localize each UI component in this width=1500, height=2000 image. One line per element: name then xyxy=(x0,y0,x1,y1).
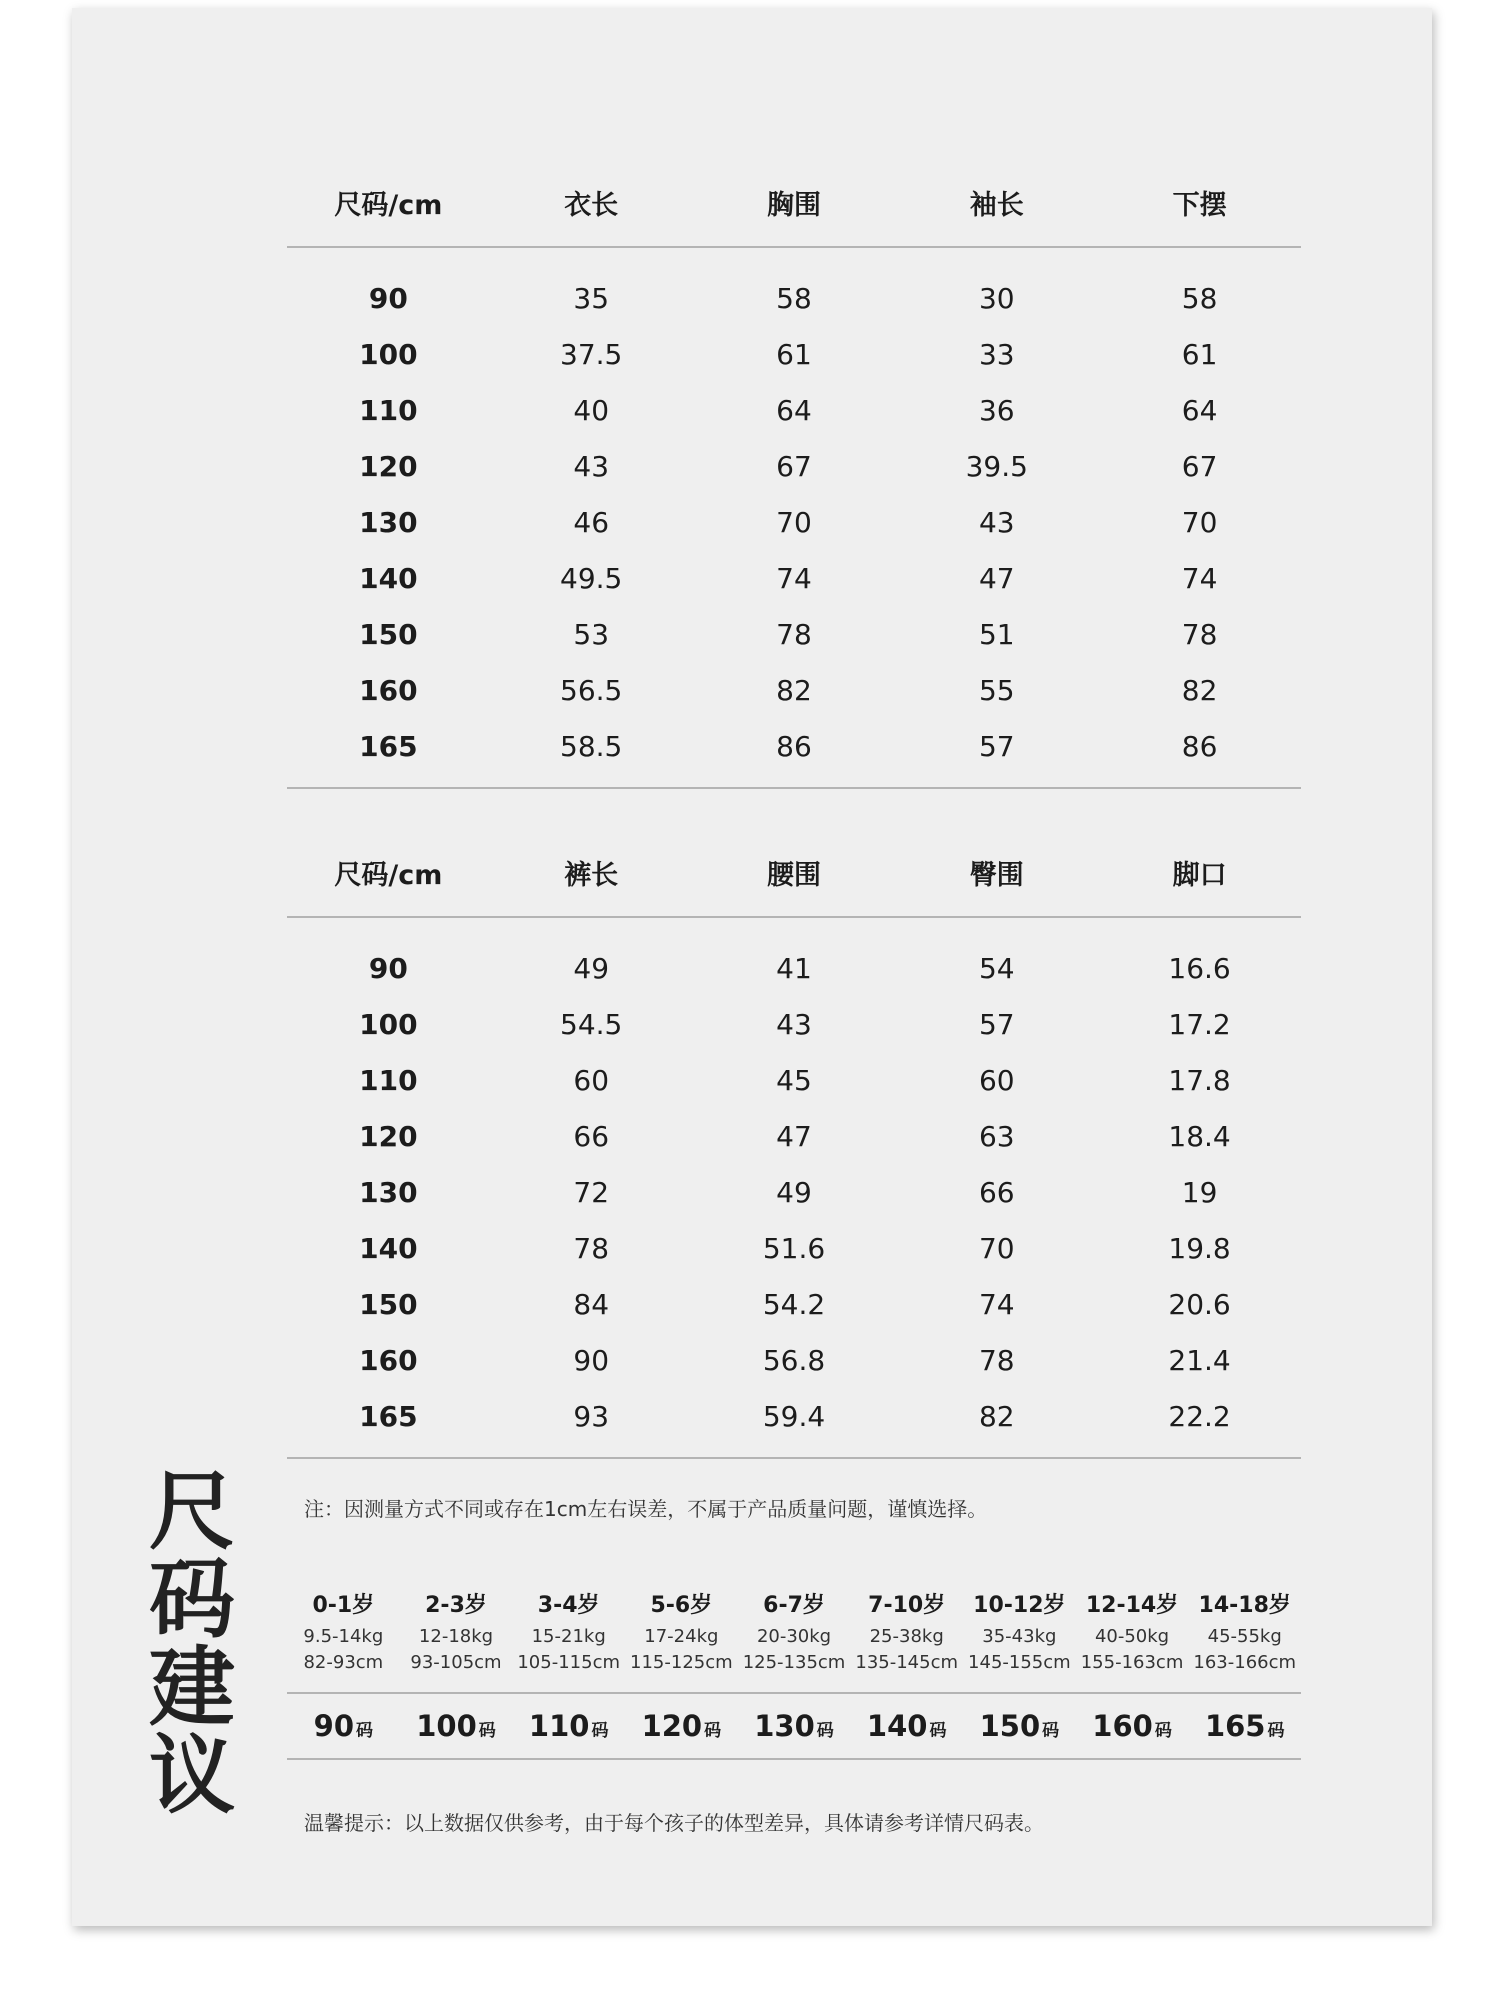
size-codes xyxy=(287,1694,1301,1758)
value-cell: 49.5 xyxy=(560,561,623,595)
header-sleeve: 袖长 xyxy=(969,189,1024,221)
value-cell: 47 xyxy=(776,1119,812,1153)
value-cell: 78 xyxy=(1181,617,1218,651)
value-cell: 66 xyxy=(978,1175,1015,1209)
size-unit: 码 xyxy=(478,1721,496,1741)
divider xyxy=(287,1457,1301,1459)
value-cell: 64 xyxy=(776,393,812,427)
table-row xyxy=(287,606,1301,662)
value-cell: 70 xyxy=(776,505,812,539)
value-cell: 54 xyxy=(978,951,1015,985)
value-cell: 67 xyxy=(776,449,812,483)
size-number: 90 xyxy=(313,1709,355,1743)
value-cell: 19 xyxy=(1181,1175,1218,1209)
age-label: 3-4岁 xyxy=(537,1593,600,1618)
value-cell: 93 xyxy=(573,1399,610,1433)
size-code xyxy=(400,1709,513,1743)
value-cell: 55 xyxy=(978,673,1015,707)
advice-columns xyxy=(287,1588,1301,1676)
value-cell: 43 xyxy=(573,449,610,483)
value-cell: 58.5 xyxy=(560,729,623,763)
table-row xyxy=(287,1220,1301,1276)
height-range: 125-135cm xyxy=(742,1652,846,1673)
height-range: 155-163cm xyxy=(1080,1652,1184,1673)
size-number: 140 xyxy=(866,1709,928,1743)
age-column xyxy=(1188,1588,1301,1676)
value-cell: 49 xyxy=(776,1175,812,1209)
value-cell: 74 xyxy=(978,1287,1015,1321)
value-cell: 67 xyxy=(1181,449,1218,483)
weight-range: 25-38kg xyxy=(869,1626,944,1647)
value-cell: 74 xyxy=(1181,561,1218,595)
table-row xyxy=(287,326,1301,382)
value-cell: 53 xyxy=(573,617,610,651)
value-cell: 82 xyxy=(978,1399,1015,1433)
value-cell: 70 xyxy=(1181,505,1218,539)
table-body xyxy=(287,918,1301,1457)
value-cell: 18.4 xyxy=(1168,1119,1231,1153)
value-cell: 43 xyxy=(978,505,1015,539)
weight-range: 17-24kg xyxy=(644,1626,719,1647)
value-cell: 57 xyxy=(978,1007,1015,1041)
table-row xyxy=(287,270,1301,326)
header-length: 衣长 xyxy=(564,189,619,221)
value-cell: 51.6 xyxy=(762,1231,826,1265)
size-code xyxy=(850,1709,963,1743)
value-cell: 60 xyxy=(978,1063,1015,1097)
size-chart-card xyxy=(72,8,1432,1926)
value-cell: 74 xyxy=(776,561,812,595)
size-advice-title xyxy=(142,1462,242,1826)
table-row xyxy=(287,1332,1301,1388)
size-unit: 码 xyxy=(929,1721,947,1741)
value-cell: 30 xyxy=(978,281,1015,315)
table-row xyxy=(287,550,1301,606)
height-range: 115-125cm xyxy=(630,1652,733,1673)
height-range: 135-145cm xyxy=(855,1652,959,1673)
weight-range: 35-43kg xyxy=(982,1626,1057,1647)
table-row xyxy=(287,662,1301,718)
value-cell: 60 xyxy=(573,1063,610,1097)
value-cell: 78 xyxy=(978,1343,1015,1377)
table-row xyxy=(287,494,1301,550)
value-cell: 66 xyxy=(573,1119,610,1153)
value-cell: 37.5 xyxy=(560,337,623,371)
size-cell: 110 xyxy=(359,1063,418,1097)
height-range: 163-166cm xyxy=(1193,1652,1297,1673)
value-cell: 35 xyxy=(573,281,610,315)
age-column xyxy=(850,1588,963,1676)
size-unit: 码 xyxy=(1042,1721,1060,1741)
value-cell: 82 xyxy=(1181,673,1218,707)
size-cell: 130 xyxy=(359,505,418,539)
divider xyxy=(287,787,1301,789)
value-cell: 22.2 xyxy=(1168,1399,1231,1433)
value-cell: 39.5 xyxy=(965,449,1028,483)
height-range: 82-93cm xyxy=(303,1652,384,1673)
height-range: 93-105cm xyxy=(410,1652,502,1673)
weight-range: 12-18kg xyxy=(418,1626,494,1647)
size-code xyxy=(625,1709,738,1743)
value-cell: 33 xyxy=(978,337,1015,371)
size-cell: 110 xyxy=(359,393,418,427)
age-label: 5-6岁 xyxy=(650,1593,713,1618)
size-cell: 120 xyxy=(359,1119,418,1153)
pants-table xyxy=(287,828,1301,1459)
size-number: 100 xyxy=(416,1709,477,1743)
header-hip: 臀围 xyxy=(969,859,1024,891)
table-row xyxy=(287,382,1301,438)
table-row xyxy=(287,996,1301,1052)
size-code xyxy=(963,1709,1076,1743)
value-cell: 84 xyxy=(573,1287,610,1321)
age-label: 2-3岁 xyxy=(425,1593,487,1618)
size-unit: 码 xyxy=(704,1721,722,1741)
value-cell: 47 xyxy=(978,561,1015,595)
size-code xyxy=(512,1709,625,1743)
value-cell: 70 xyxy=(978,1231,1015,1265)
weight-range: 45-55kg xyxy=(1207,1626,1282,1647)
value-cell: 20.6 xyxy=(1168,1287,1231,1321)
size-code xyxy=(738,1709,851,1743)
top-garment-table xyxy=(287,158,1301,789)
size-cell: 100 xyxy=(359,337,418,371)
age-column xyxy=(512,1588,625,1676)
height-range: 145-155cm xyxy=(968,1652,1071,1673)
value-cell: 58 xyxy=(776,281,812,315)
header-chest: 胸围 xyxy=(766,189,821,221)
size-code xyxy=(1076,1709,1189,1743)
value-cell: 63 xyxy=(978,1119,1015,1153)
value-cell: 72 xyxy=(573,1175,610,1209)
size-cell: 120 xyxy=(359,449,418,483)
weight-range: 40-50kg xyxy=(1094,1626,1170,1647)
age-label: 6-7岁 xyxy=(763,1593,825,1618)
value-cell: 56.8 xyxy=(762,1343,826,1377)
header-size: 尺码/cm xyxy=(334,189,443,221)
size-number: 120 xyxy=(641,1709,703,1743)
size-cell: 90 xyxy=(368,951,408,985)
age-label: 12-14岁 xyxy=(1085,1593,1179,1618)
size-number: 110 xyxy=(528,1709,590,1743)
value-cell: 41 xyxy=(776,951,812,985)
header-hem: 下摆 xyxy=(1172,189,1227,221)
size-unit: 码 xyxy=(816,1721,834,1741)
age-label: 10-12岁 xyxy=(973,1593,1066,1618)
value-cell: 90 xyxy=(573,1343,610,1377)
size-cell: 160 xyxy=(359,673,418,707)
tip-note: 温馨提示：以上数据仅供参考，由于每个孩子的体型差异，具体请参考详情尺码表。 xyxy=(304,1811,1044,1835)
age-column xyxy=(400,1588,513,1676)
table-row xyxy=(287,940,1301,996)
value-cell: 58 xyxy=(1181,281,1218,315)
size-number: 150 xyxy=(979,1709,1041,1743)
size-advice xyxy=(287,1588,1301,1760)
size-cell: 100 xyxy=(359,1007,418,1041)
size-cell: 140 xyxy=(359,1231,418,1265)
value-cell: 78 xyxy=(776,617,812,651)
size-unit: 码 xyxy=(1154,1721,1172,1741)
value-cell: 78 xyxy=(573,1231,610,1265)
size-number: 165 xyxy=(1204,1709,1266,1743)
value-cell: 46 xyxy=(573,505,610,539)
value-cell: 45 xyxy=(776,1063,812,1097)
value-cell: 54.2 xyxy=(762,1287,826,1321)
value-cell: 57 xyxy=(978,729,1015,763)
value-cell: 86 xyxy=(1181,729,1218,763)
table-row xyxy=(287,1276,1301,1332)
size-code xyxy=(1188,1709,1301,1743)
value-cell: 61 xyxy=(1181,337,1218,371)
size-cell: 165 xyxy=(359,729,418,763)
value-cell: 82 xyxy=(776,673,812,707)
value-cell: 59.4 xyxy=(762,1399,826,1433)
age-label: 0-1岁 xyxy=(312,1593,375,1618)
table-row xyxy=(287,1164,1301,1220)
value-cell: 49 xyxy=(573,951,610,985)
size-cell: 165 xyxy=(359,1399,418,1433)
value-cell: 51 xyxy=(978,617,1015,651)
weight-range: 9.5-14kg xyxy=(303,1626,384,1647)
title-char: 建 xyxy=(149,1638,235,1738)
size-code xyxy=(287,1709,400,1743)
table-body xyxy=(287,248,1301,787)
size-cell: 130 xyxy=(359,1175,418,1209)
title-char: 码 xyxy=(149,1550,235,1650)
weight-range: 20-30kg xyxy=(756,1626,832,1647)
table-header xyxy=(287,158,1301,246)
value-cell: 16.6 xyxy=(1168,951,1231,985)
weight-range: 15-21kg xyxy=(531,1626,606,1647)
value-cell: 64 xyxy=(1181,393,1218,427)
age-column xyxy=(963,1588,1076,1676)
age-column xyxy=(287,1588,400,1676)
size-cell: 150 xyxy=(359,617,418,651)
table-row xyxy=(287,1388,1301,1444)
age-column xyxy=(625,1588,738,1676)
size-cell: 160 xyxy=(359,1343,418,1377)
table-row xyxy=(287,1108,1301,1164)
size-unit: 码 xyxy=(356,1721,374,1741)
value-cell: 36 xyxy=(978,393,1015,427)
height-range: 105-115cm xyxy=(517,1652,620,1673)
size-number: 160 xyxy=(1092,1709,1153,1743)
size-number: 130 xyxy=(754,1709,815,1743)
title-char: 尺 xyxy=(149,1462,235,1562)
size-unit: 码 xyxy=(1267,1721,1285,1741)
table-row xyxy=(287,718,1301,774)
measurement-note: 注：因测量方式不同或存在1cm左右误差，不属于产品质量问题，谨慎选择。 xyxy=(304,1497,988,1521)
header-leg-opening: 脚口 xyxy=(1172,859,1227,891)
value-cell: 43 xyxy=(776,1007,812,1041)
value-cell: 86 xyxy=(776,729,812,763)
value-cell: 21.4 xyxy=(1168,1343,1231,1377)
title-char: 议 xyxy=(149,1726,235,1826)
age-column xyxy=(738,1588,851,1676)
size-cell: 140 xyxy=(359,561,418,595)
table-row xyxy=(287,1052,1301,1108)
value-cell: 40 xyxy=(573,393,610,427)
table-header xyxy=(287,828,1301,916)
value-cell: 17.2 xyxy=(1168,1007,1231,1041)
value-cell: 54.5 xyxy=(560,1007,623,1041)
header-waist: 腰围 xyxy=(766,859,821,891)
header-pants-length: 裤长 xyxy=(564,859,619,891)
value-cell: 17.8 xyxy=(1168,1063,1231,1097)
age-column xyxy=(1076,1588,1189,1676)
divider xyxy=(287,1758,1301,1760)
size-cell: 150 xyxy=(359,1287,418,1321)
value-cell: 19.8 xyxy=(1168,1231,1231,1265)
age-label: 14-18岁 xyxy=(1198,1593,1291,1618)
table-row xyxy=(287,438,1301,494)
value-cell: 61 xyxy=(776,337,812,371)
size-cell: 90 xyxy=(368,281,408,315)
header-size: 尺码/cm xyxy=(334,859,443,891)
age-label: 7-10岁 xyxy=(868,1593,946,1618)
value-cell: 56.5 xyxy=(560,673,623,707)
size-unit: 码 xyxy=(591,1721,609,1741)
